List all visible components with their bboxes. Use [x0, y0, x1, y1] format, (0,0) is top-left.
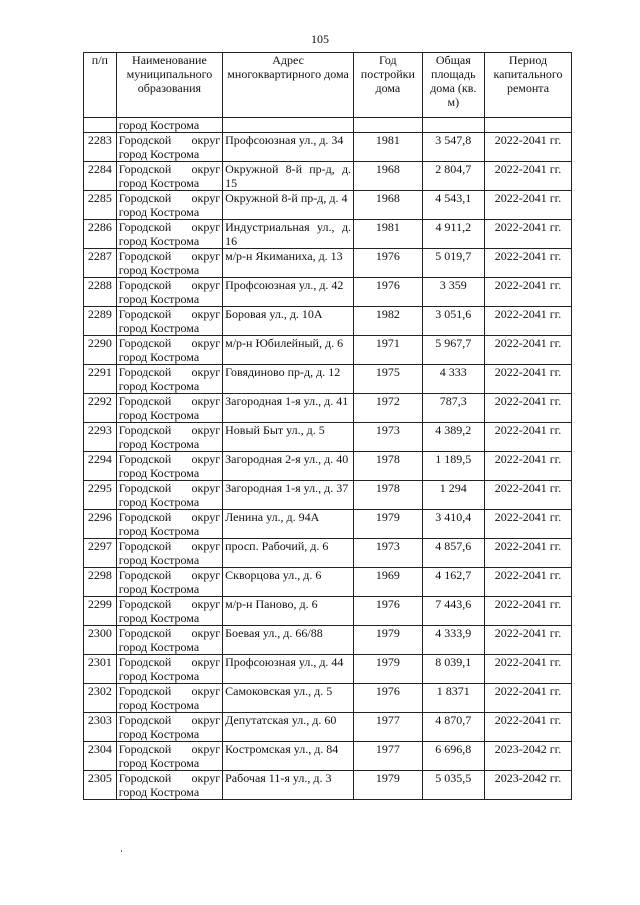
year-cell: 1979	[354, 510, 423, 539]
municipality-word: округ	[191, 597, 221, 611]
row-number-cell: 2291	[84, 365, 117, 394]
table-row	[84, 423, 572, 452]
period-cell: 2022-2041 гг.	[485, 423, 572, 452]
municipality-word: округ	[191, 452, 221, 466]
address-cell: Ленина ул., д. 94А	[223, 510, 354, 539]
municipality-word: Городской	[118, 394, 172, 408]
row-number-cell: 2300	[84, 626, 117, 655]
period-cell: 2022-2041 гг.	[485, 220, 572, 249]
continuation-period-cell	[485, 118, 572, 133]
municipality-word: округ	[191, 568, 221, 582]
period-cell: 2022-2041 гг.	[485, 510, 572, 539]
period-cell: 2022-2041 гг.	[485, 133, 572, 162]
period-cell: 2022-2041 гг.	[485, 249, 572, 278]
address-cell: Индустриальная ул., д. 16	[223, 220, 354, 249]
table-row	[84, 162, 572, 191]
continuation-num-cell	[84, 118, 117, 133]
municipality-line1	[119, 133, 220, 147]
area-cell: 8 039,1	[422, 655, 484, 684]
area-cell: 1 189,5	[422, 452, 484, 481]
municipality-word: Городской	[118, 568, 172, 582]
municipality-word: Городской	[118, 278, 172, 292]
municipality-line2: город Кострома	[118, 379, 200, 393]
table-row	[84, 220, 572, 249]
continuation-address-cell	[223, 118, 354, 133]
row-number-cell: 2305	[84, 771, 117, 800]
area-cell: 1 294	[422, 481, 484, 510]
municipality-line2: город Кострома	[118, 350, 200, 364]
area-cell: 4 543,1	[422, 191, 484, 220]
row-number-cell: 2299	[84, 597, 117, 626]
municipality-cell	[116, 336, 222, 365]
header-area: Общая площадь дома (кв. м)	[422, 53, 484, 118]
period-cell: 2022-2041 гг.	[485, 713, 572, 742]
year-cell: 1973	[354, 539, 423, 568]
header-period: Период капитального ремонта	[485, 53, 572, 118]
period-cell: 2022-2041 гг.	[485, 162, 572, 191]
row-number-cell: 2304	[84, 742, 117, 771]
municipality-line1	[119, 162, 220, 176]
table-row	[84, 626, 572, 655]
period-cell: 2022-2041 гг.	[485, 684, 572, 713]
table-row	[84, 133, 572, 162]
municipality-line1	[119, 481, 220, 495]
municipality-cell	[116, 133, 222, 162]
municipality-line2: город Кострома	[118, 437, 200, 451]
municipality-word: округ	[191, 742, 221, 756]
row-number-cell: 2295	[84, 481, 117, 510]
address-cell: Профсоюзная ул., д. 42	[223, 278, 354, 307]
area-cell: 3 359	[422, 278, 484, 307]
municipality-cell	[116, 278, 222, 307]
municipality-word: Городской	[118, 626, 172, 640]
municipality-word: округ	[191, 133, 221, 147]
municipality-cell	[116, 394, 222, 423]
address-cell: Окружной 8-й пр-д, д. 15	[223, 162, 354, 191]
year-cell: 1976	[354, 684, 423, 713]
municipality-line1	[119, 597, 220, 611]
row-number-cell: 2302	[84, 684, 117, 713]
municipality-word: округ	[191, 481, 221, 495]
row-number-cell: 2290	[84, 336, 117, 365]
year-cell: 1977	[354, 742, 423, 771]
municipality-word: Городской	[118, 191, 172, 205]
table-row	[84, 249, 572, 278]
municipality-line1	[119, 191, 220, 205]
row-number-cell: 2294	[84, 452, 117, 481]
address-cell: Окружной 8-й пр-д, д. 4	[223, 191, 354, 220]
table-row	[84, 771, 572, 800]
table-row	[84, 684, 572, 713]
table-row	[84, 655, 572, 684]
area-cell: 5 967,7	[422, 336, 484, 365]
year-cell: 1976	[354, 597, 423, 626]
row-number-cell: 2288	[84, 278, 117, 307]
year-cell: 1973	[354, 423, 423, 452]
municipality-cell	[116, 510, 222, 539]
row-number-cell: 2285	[84, 191, 117, 220]
address-cell: просп. Рабочий, д. 6	[223, 539, 354, 568]
municipality-word: Городской	[118, 336, 172, 350]
municipality-word: Городской	[118, 220, 172, 234]
continuation-row	[84, 118, 572, 133]
municipality-word: Городской	[118, 307, 172, 321]
period-cell: 2022-2041 гг.	[485, 539, 572, 568]
period-cell: 2022-2041 гг.	[485, 278, 572, 307]
period-cell: 2022-2041 гг.	[485, 365, 572, 394]
municipality-cell	[116, 655, 222, 684]
year-cell: 1975	[354, 365, 423, 394]
municipality-word: округ	[191, 713, 221, 727]
table-row	[84, 365, 572, 394]
address-cell: Депутатская ул., д. 60	[223, 713, 354, 742]
municipality-word: Городской	[118, 162, 172, 176]
table-row	[84, 452, 572, 481]
municipality-line1	[119, 626, 220, 640]
year-cell: 1981	[354, 220, 423, 249]
address-cell: м/р-н Юбилейный, д. 6	[223, 336, 354, 365]
municipality-cell	[116, 771, 222, 800]
municipality-line2: город Кострома	[118, 321, 200, 335]
row-number-cell: 2303	[84, 713, 117, 742]
municipality-line2: город Кострома	[118, 582, 200, 596]
municipality-line2: город Кострома	[118, 263, 200, 277]
municipality-line1	[119, 568, 220, 582]
area-cell: 4 162,7	[422, 568, 484, 597]
period-cell: 2022-2041 гг.	[485, 452, 572, 481]
year-cell: 1972	[354, 394, 423, 423]
year-cell: 1968	[354, 191, 423, 220]
area-cell: 6 696,8	[422, 742, 484, 771]
year-cell: 1969	[354, 568, 423, 597]
address-cell: м/р-н Паново, д. 6	[223, 597, 354, 626]
municipality-line1	[119, 249, 220, 263]
municipality-word: округ	[191, 365, 221, 379]
address-cell: Рабочая 11-я ул., д. 3	[223, 771, 354, 800]
municipality-word: округ	[191, 423, 221, 437]
table-row	[84, 336, 572, 365]
municipality-word: Городской	[118, 713, 172, 727]
municipality-line2: город Кострома	[118, 495, 200, 509]
municipality-word: Городской	[118, 684, 172, 698]
table-header-row	[84, 53, 572, 118]
municipality-word: Городской	[118, 452, 172, 466]
table-row	[84, 510, 572, 539]
address-cell: Самоковская ул., д. 5	[223, 684, 354, 713]
municipality-line2: город Кострома	[118, 669, 200, 683]
year-cell: 1979	[354, 626, 423, 655]
period-cell: 2022-2041 гг.	[485, 394, 572, 423]
period-cell: 2023-2042 гг.	[485, 742, 572, 771]
area-cell: 3 547,8	[422, 133, 484, 162]
municipality-line1	[119, 220, 220, 234]
area-cell: 4 857,6	[422, 539, 484, 568]
municipality-word: Городской	[118, 510, 172, 524]
municipality-word: Городской	[118, 742, 172, 756]
continuation-year-cell	[354, 118, 423, 133]
table-row	[84, 539, 572, 568]
address-cell: Профсоюзная ул., д. 44	[223, 655, 354, 684]
municipality-cell	[116, 626, 222, 655]
area-cell: 3 051,6	[422, 307, 484, 336]
municipality-word: округ	[191, 684, 221, 698]
address-cell: Загородная 1-я ул., д. 37	[223, 481, 354, 510]
area-cell: 4 870,7	[422, 713, 484, 742]
table-row	[84, 568, 572, 597]
address-cell: Костромская ул., д. 84	[223, 742, 354, 771]
municipality-word: Городской	[118, 423, 172, 437]
year-cell: 1971	[354, 336, 423, 365]
municipality-line1	[119, 336, 220, 350]
year-cell: 1981	[354, 133, 423, 162]
year-cell: 1978	[354, 452, 423, 481]
scan-speck	[121, 850, 122, 852]
municipality-word: Городской	[118, 597, 172, 611]
address-cell: м/р-н Якиманиха, д. 13	[223, 249, 354, 278]
row-number-cell: 2287	[84, 249, 117, 278]
municipality-word: округ	[191, 626, 221, 640]
year-cell: 1968	[354, 162, 423, 191]
row-number-cell: 2301	[84, 655, 117, 684]
area-cell: 5 035,5	[422, 771, 484, 800]
municipality-line2: город Кострома	[118, 698, 200, 712]
municipality-line2: город Кострома	[118, 640, 200, 654]
municipality-line1	[119, 684, 220, 698]
year-cell: 1982	[354, 307, 423, 336]
row-number-cell: 2283	[84, 133, 117, 162]
municipality-word: округ	[191, 162, 221, 176]
table-row	[84, 713, 572, 742]
municipality-cell	[116, 220, 222, 249]
municipality-line2: город Кострома	[118, 466, 200, 480]
municipality-line2: город Кострома	[118, 205, 200, 219]
area-cell: 4 333,9	[422, 626, 484, 655]
municipality-cell	[116, 684, 222, 713]
municipality-line1	[119, 278, 220, 292]
municipality-line2: город Кострома	[118, 553, 200, 567]
municipality-line1	[119, 307, 220, 321]
municipality-word: округ	[191, 771, 221, 785]
municipality-line2: город Кострома	[118, 292, 200, 306]
municipality-line1	[119, 713, 220, 727]
year-cell: 1979	[354, 655, 423, 684]
municipality-line2: город Кострома	[118, 756, 200, 770]
municipality-line2: город Кострома	[118, 727, 200, 741]
municipality-line1	[119, 452, 220, 466]
period-cell: 2022-2041 гг.	[485, 336, 572, 365]
table-row	[84, 191, 572, 220]
header-address: Адрес многоквартирного дома	[223, 53, 354, 118]
table-row	[84, 394, 572, 423]
area-cell: 787,3	[422, 394, 484, 423]
municipality-line1	[119, 771, 220, 785]
header-num: п/п	[84, 53, 117, 118]
row-number-cell: 2296	[84, 510, 117, 539]
year-cell: 1977	[354, 713, 423, 742]
row-number-cell: 2298	[84, 568, 117, 597]
row-number-cell: 2284	[84, 162, 117, 191]
municipality-word: округ	[191, 191, 221, 205]
continuation-municipality-cell: город Кострома	[116, 118, 222, 133]
address-cell: Профсоюзная ул., д. 34	[223, 133, 354, 162]
table-row	[84, 278, 572, 307]
municipality-line1	[119, 539, 220, 553]
municipality-word: округ	[191, 655, 221, 669]
municipality-cell	[116, 481, 222, 510]
municipality-line1	[119, 742, 220, 756]
table-row	[84, 742, 572, 771]
period-cell: 2022-2041 гг.	[485, 307, 572, 336]
municipality-word: округ	[191, 307, 221, 321]
area-cell: 4 911,2	[422, 220, 484, 249]
address-cell: Говядиново пр-д, д. 12	[223, 365, 354, 394]
row-number-cell: 2297	[84, 539, 117, 568]
municipality-word: Городской	[118, 365, 172, 379]
municipality-word: Городской	[118, 771, 172, 785]
municipality-cell	[116, 597, 222, 626]
year-cell: 1976	[354, 278, 423, 307]
municipality-line1	[119, 394, 220, 408]
municipality-cell	[116, 162, 222, 191]
municipality-cell	[116, 713, 222, 742]
row-number-cell: 2289	[84, 307, 117, 336]
municipality-cell	[116, 568, 222, 597]
municipality-word: округ	[191, 336, 221, 350]
municipality-cell	[116, 452, 222, 481]
period-cell: 2022-2041 гг.	[485, 481, 572, 510]
year-cell: 1976	[354, 249, 423, 278]
header-municipality: Наименование муниципального образования	[116, 53, 222, 118]
municipality-cell	[116, 249, 222, 278]
municipality-line2: город Кострома	[118, 147, 200, 161]
municipality-word: Городской	[118, 481, 172, 495]
area-cell: 3 410,4	[422, 510, 484, 539]
municipality-word: Городской	[118, 249, 172, 263]
period-cell: 2022-2041 гг.	[485, 626, 572, 655]
municipality-word: округ	[191, 220, 221, 234]
period-cell: 2023-2042 гг.	[485, 771, 572, 800]
municipality-word: округ	[191, 394, 221, 408]
area-cell: 1 8371	[422, 684, 484, 713]
year-cell: 1978	[354, 481, 423, 510]
municipality-cell	[116, 191, 222, 220]
table-row	[84, 597, 572, 626]
municipality-word: округ	[191, 278, 221, 292]
period-cell: 2022-2041 гг.	[485, 655, 572, 684]
area-cell: 2 804,7	[422, 162, 484, 191]
municipality-line1	[119, 655, 220, 669]
address-cell: Скворцова ул., д. 6	[223, 568, 354, 597]
area-cell: 5 019,7	[422, 249, 484, 278]
address-cell: Боевая ул., д. 66/88	[223, 626, 354, 655]
continuation-area-cell	[422, 118, 484, 133]
area-cell: 4 333	[422, 365, 484, 394]
address-cell: Боровая ул., д. 10А	[223, 307, 354, 336]
municipality-word: округ	[191, 539, 221, 553]
row-number-cell: 2292	[84, 394, 117, 423]
area-cell: 4 389,2	[422, 423, 484, 452]
municipality-word: округ	[191, 249, 221, 263]
table-row	[84, 481, 572, 510]
table-body	[84, 118, 572, 800]
year-cell: 1979	[354, 771, 423, 800]
municipality-line2: город Кострома	[118, 234, 200, 248]
municipality-word: Городской	[118, 539, 172, 553]
municipality-cell	[116, 539, 222, 568]
page-number: 105	[311, 32, 329, 46]
municipality-line2: город Кострома	[118, 408, 200, 422]
municipality-word: Городской	[118, 133, 172, 147]
municipality-cell	[116, 365, 222, 394]
municipality-cell	[116, 307, 222, 336]
municipality-line2: город Кострома	[118, 611, 200, 625]
address-cell: Загородная 1-я ул., д. 41	[223, 394, 354, 423]
address-cell: Новый Быт ул., д. 5	[223, 423, 354, 452]
municipality-line1	[119, 423, 220, 437]
table-row	[84, 307, 572, 336]
municipality-line1	[119, 365, 220, 379]
row-number-cell: 2293	[84, 423, 117, 452]
municipality-line2: город Кострома	[118, 176, 200, 190]
period-cell: 2022-2041 гг.	[485, 568, 572, 597]
municipality-word: округ	[191, 510, 221, 524]
row-number-cell: 2286	[84, 220, 117, 249]
municipality-line2: город Кострома	[118, 785, 200, 799]
municipality-line2: город Кострома	[118, 524, 200, 538]
header-year: Год постройки дома	[354, 53, 423, 118]
municipality-line1	[119, 510, 220, 524]
housing-registry-table	[83, 52, 572, 800]
area-cell: 7 443,6	[422, 597, 484, 626]
municipality-cell	[116, 742, 222, 771]
period-cell: 2022-2041 гг.	[485, 597, 572, 626]
address-cell: Загородная 2-я ул., д. 40	[223, 452, 354, 481]
period-cell: 2022-2041 гг.	[485, 191, 572, 220]
municipality-cell	[116, 423, 222, 452]
municipality-word: Городской	[118, 655, 172, 669]
